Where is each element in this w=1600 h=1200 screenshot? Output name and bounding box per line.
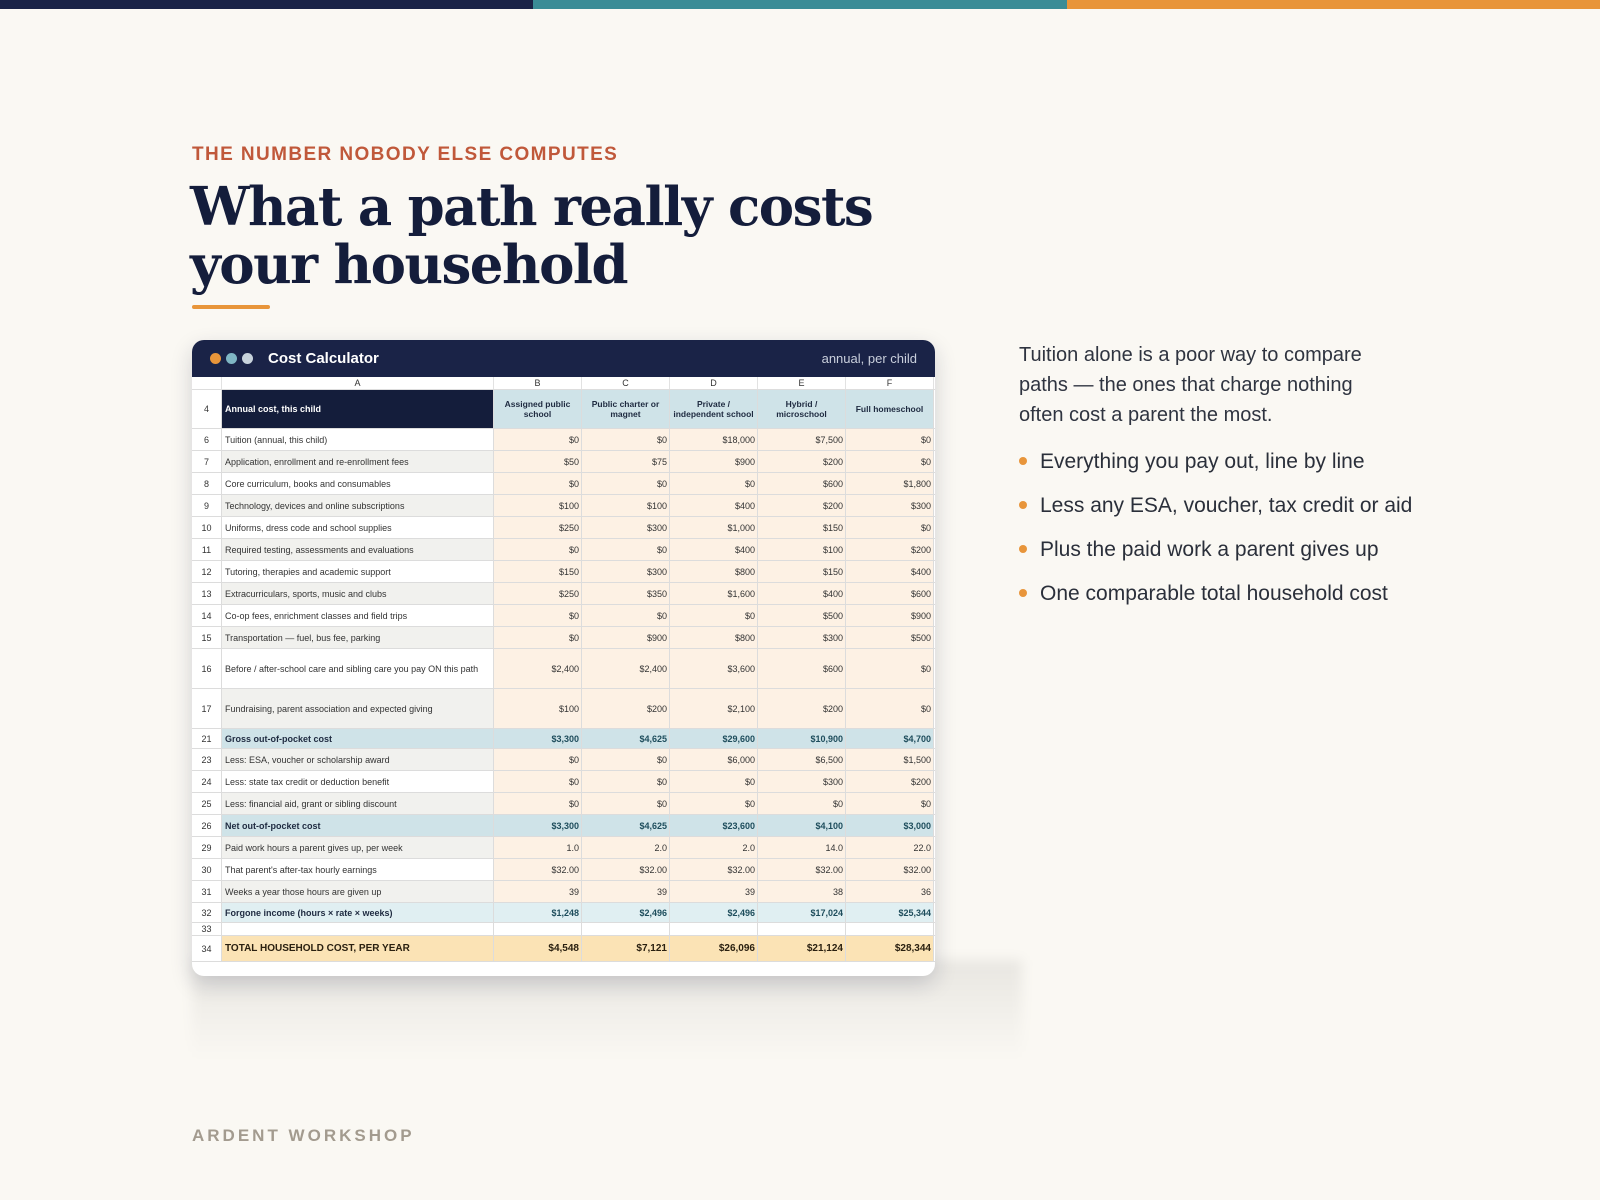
value-cell[interactable]: $50 [494,451,582,472]
value-cell[interactable]: $2,100 [670,689,758,728]
value-cell[interactable]: 1.0 [494,837,582,858]
row-number[interactable]: 12 [192,561,222,582]
table-row [192,903,935,923]
table-row [192,729,935,749]
row-number[interactable]: 34 [192,936,222,961]
value-cell[interactable]: $0 [846,689,934,728]
value-cell[interactable]: $300 [582,561,670,582]
value-cell[interactable]: $0 [670,605,758,626]
value-cell[interactable]: $0 [846,649,934,688]
sheet-body [192,429,935,962]
value-cell[interactable]: $150 [758,517,846,538]
window-dot-grey-icon[interactable] [242,353,253,364]
value-cell[interactable]: $21,124 [758,936,846,961]
value-cell[interactable]: $0 [582,429,670,450]
row-number[interactable]: 31 [192,881,222,902]
value-cell[interactable]: $350 [582,583,670,604]
bullet-item [1019,447,1419,477]
value-cell[interactable]: $1,600 [670,583,758,604]
value-cell[interactable]: $300 [582,517,670,538]
value-cell[interactable]: $250 [494,583,582,604]
value-cell[interactable]: $4,625 [582,729,670,748]
window-dot-teal-icon[interactable] [226,353,237,364]
table-row [192,429,935,451]
value-cell[interactable]: $900 [670,451,758,472]
value-cell[interactable]: $0 [494,771,582,792]
value-cell[interactable]: $0 [846,451,934,472]
value-cell[interactable]: $400 [758,583,846,604]
value-cell[interactable]: $100 [582,495,670,516]
column-header-a[interactable]: A [222,377,494,389]
column-header-row [192,377,935,390]
value-cell[interactable] [494,923,582,935]
value-cell[interactable]: $500 [846,627,934,648]
footer-brand: ARDENT WORKSHOP [192,1126,415,1145]
value-cell[interactable]: $0 [846,517,934,538]
row-label-cell[interactable]: Forgone income (hours × rate × weeks) [222,903,494,922]
row-label-cell[interactable]: Transportation — fuel, bus fee, parking [222,627,494,648]
top-color-bar [0,0,1600,9]
spreadsheet [192,377,935,962]
window-dot-orange-icon[interactable] [210,353,221,364]
header-cell[interactable]: Hybrid / microschool [758,390,846,428]
value-cell[interactable]: $200 [758,495,846,516]
value-cell[interactable]: 14.0 [758,837,846,858]
value-cell[interactable]: $23,600 [670,815,758,836]
table-row [192,793,935,815]
value-cell[interactable]: $100 [758,539,846,560]
value-cell[interactable]: $0 [494,539,582,560]
value-cell[interactable]: $6,000 [670,749,758,770]
row-number[interactable]: 33 [192,923,222,935]
value-cell[interactable]: $29,600 [670,729,758,748]
value-cell[interactable]: $200 [846,539,934,560]
table-row [192,583,935,605]
header-cell-label[interactable]: Annual cost, this child [222,390,494,428]
row-label-cell[interactable]: Co-op fees, enrichment classes and field trips [222,605,494,626]
value-cell[interactable]: $300 [758,627,846,648]
value-cell[interactable]: $600 [758,649,846,688]
row-label-cell[interactable]: Extracurriculars, sports, music and clubs [222,583,494,604]
value-cell[interactable]: 2.0 [582,837,670,858]
value-cell[interactable]: $400 [670,539,758,560]
value-cell[interactable]: $0 [670,473,758,494]
value-cell[interactable]: $0 [582,749,670,770]
table-row [192,859,935,881]
value-cell[interactable]: $600 [758,473,846,494]
table-row [192,649,935,689]
column-header-e[interactable]: E [758,377,846,389]
value-cell[interactable]: $300 [758,771,846,792]
header-cell[interactable]: Private / independent school [670,390,758,428]
row-label-cell[interactable]: Core curriculum, books and consumables [222,473,494,494]
row-label-cell[interactable]: Less: ESA, voucher or scholarship award [222,749,494,770]
table-row [192,451,935,473]
value-cell[interactable]: $200 [758,451,846,472]
bullet-text: Plus the paid work a parent gives up [1040,538,1379,561]
value-cell[interactable]: $0 [582,539,670,560]
value-cell[interactable]: $0 [582,793,670,814]
value-cell[interactable]: $300 [846,495,934,516]
value-cell[interactable]: $1,000 [670,517,758,538]
value-cell[interactable]: $200 [582,689,670,728]
value-cell[interactable]: $25,344 [846,903,934,922]
value-cell[interactable]: $0 [846,429,934,450]
bullet-dot-icon [1019,589,1027,597]
value-cell[interactable]: $500 [758,605,846,626]
value-cell[interactable]: $0 [670,771,758,792]
value-cell[interactable]: $4,548 [494,936,582,961]
row-label-cell[interactable]: Weeks a year those hours are given up [222,881,494,902]
value-cell[interactable]: 39 [494,881,582,902]
row-label-cell[interactable]: Before / after-school care and sibling care you pay ON this path [222,649,494,688]
value-cell[interactable]: $32.00 [846,859,934,880]
value-cell[interactable] [582,923,670,935]
value-cell[interactable]: $100 [494,495,582,516]
value-cell[interactable]: $0 [670,793,758,814]
value-cell[interactable]: $800 [670,627,758,648]
value-cell[interactable]: $0 [758,793,846,814]
table-row [192,689,935,729]
value-cell[interactable]: 39 [582,881,670,902]
eyebrow: THE NUMBER NOBODY ELSE COMPUTES [192,144,619,165]
value-cell[interactable]: $0 [494,627,582,648]
table-row [192,561,935,583]
value-cell[interactable]: $0 [582,771,670,792]
row-number[interactable]: 17 [192,689,222,728]
bullet-text: One comparable total household cost [1040,582,1388,605]
value-cell[interactable]: $0 [494,605,582,626]
window-subtitle: annual, per child [821,351,917,366]
value-cell[interactable]: $800 [670,561,758,582]
value-cell[interactable]: $2,496 [670,903,758,922]
value-cell[interactable]: $200 [758,689,846,728]
row-number[interactable]: 25 [192,793,222,814]
row-number[interactable]: 26 [192,815,222,836]
table-row [192,495,935,517]
row-label-cell[interactable]: Net out-of-pocket cost [222,815,494,836]
table-row [192,936,935,962]
row-label-cell[interactable]: Fundraising, parent association and expected giving [222,689,494,728]
row-number[interactable]: 15 [192,627,222,648]
table-row [192,627,935,649]
value-cell[interactable]: $32.00 [670,859,758,880]
value-cell[interactable]: $4,625 [582,815,670,836]
table-row [192,815,935,837]
row-number[interactable]: 32 [192,903,222,922]
row-label-cell[interactable]: Uniforms, dress code and school supplies [222,517,494,538]
row-number[interactable]: 14 [192,605,222,626]
value-cell[interactable]: $10,900 [758,729,846,748]
value-cell[interactable]: $7,500 [758,429,846,450]
value-cell[interactable]: 36 [846,881,934,902]
value-cell[interactable]: $32.00 [494,859,582,880]
bullet-list [1019,447,1419,623]
value-cell[interactable]: $0 [494,429,582,450]
bullet-dot-icon [1019,545,1027,553]
value-cell[interactable] [670,923,758,935]
corner-cell[interactable] [192,377,222,389]
value-cell[interactable]: $17,024 [758,903,846,922]
value-cell[interactable]: $32.00 [758,859,846,880]
value-cell[interactable]: $1,800 [846,473,934,494]
window-title: Cost Calculator [268,350,379,367]
value-cell[interactable]: $1,500 [846,749,934,770]
row-label-cell[interactable]: Paid work hours a parent gives up, per week [222,837,494,858]
value-cell[interactable]: $3,000 [846,815,934,836]
value-cell[interactable]: $18,000 [670,429,758,450]
value-cell[interactable]: $4,700 [846,729,934,748]
row-label-cell[interactable] [222,923,494,935]
top-bar-segment-navy [0,0,533,9]
value-cell[interactable]: $3,600 [670,649,758,688]
value-cell[interactable]: 39 [670,881,758,902]
value-cell[interactable]: 22.0 [846,837,934,858]
row-label-cell[interactable]: Tuition (annual, this child) [222,429,494,450]
value-cell[interactable]: $3,300 [494,729,582,748]
bullet-text: Everything you pay out, line by line [1040,450,1365,473]
header-row [192,390,935,429]
bullet-item [1019,535,1419,565]
value-cell[interactable]: $6,500 [758,749,846,770]
value-cell[interactable]: $0 [582,473,670,494]
row-number[interactable]: 24 [192,771,222,792]
value-cell[interactable]: $75 [582,451,670,472]
header-cell[interactable]: Assigned public school [494,390,582,428]
row-number[interactable]: 7 [192,451,222,472]
row-number[interactable]: 4 [192,390,222,428]
value-cell[interactable]: $400 [670,495,758,516]
value-cell[interactable]: $900 [582,627,670,648]
value-cell[interactable] [758,923,846,935]
row-label-cell[interactable]: Tutoring, therapies and academic support [222,561,494,582]
row-label-cell[interactable]: Gross out-of-pocket cost [222,729,494,748]
row-label-cell[interactable]: Less: financial aid, grant or sibling discount [222,793,494,814]
table-row [192,771,935,793]
value-cell[interactable]: $1,248 [494,903,582,922]
value-cell[interactable]: $0 [846,793,934,814]
value-cell[interactable]: $150 [494,561,582,582]
value-cell[interactable]: $400 [846,561,934,582]
row-label-cell[interactable]: TOTAL HOUSEHOLD COST, PER YEAR [222,936,494,961]
table-row [192,605,935,627]
value-cell[interactable]: 2.0 [670,837,758,858]
value-cell[interactable]: $26,096 [670,936,758,961]
row-label-cell[interactable]: That parent's after-tax hourly earnings [222,859,494,880]
intro-paragraph: Tuition alone is a poor way to compare paths — the ones that charge nothing often cost a parent the most. [1019,344,1362,426]
row-number[interactable]: 16 [192,649,222,688]
row-number[interactable]: 29 [192,837,222,858]
value-cell[interactable] [846,923,934,935]
bullet-item [1019,491,1419,521]
row-number[interactable]: 23 [192,749,222,770]
row-number[interactable]: 30 [192,859,222,880]
value-cell[interactable]: $32.00 [582,859,670,880]
row-number[interactable]: 13 [192,583,222,604]
value-cell[interactable]: $200 [846,771,934,792]
page-title: What a path really costs your household [190,176,873,296]
bullet-dot-icon [1019,457,1027,465]
bullet-item [1019,579,1419,609]
top-bar-segment-orange [1067,0,1600,9]
row-label-cell[interactable]: Less: state tax credit or deduction benefit [222,771,494,792]
column-header-b[interactable]: B [494,377,582,389]
header-cell[interactable]: Public charter or magnet [582,390,670,428]
bullet-dot-icon [1019,501,1027,509]
value-cell[interactable]: $0 [494,793,582,814]
title-underline [192,305,270,309]
row-number[interactable]: 6 [192,429,222,450]
table-row [192,881,935,903]
value-cell[interactable]: 38 [758,881,846,902]
row-number[interactable]: 21 [192,729,222,748]
row-number[interactable]: 11 [192,539,222,560]
value-cell[interactable]: $2,400 [582,649,670,688]
row-label-cell[interactable]: Technology, devices and online subscriptions [222,495,494,516]
value-cell[interactable]: $0 [494,473,582,494]
column-header-c[interactable]: C [582,377,670,389]
top-bar-segment-teal [533,0,1066,9]
header-cell[interactable]: Full homeschool [846,390,934,428]
table-row [192,473,935,495]
value-cell[interactable]: $0 [582,605,670,626]
column-header-f[interactable]: F [846,377,934,389]
value-cell[interactable]: $150 [758,561,846,582]
table-row [192,539,935,561]
cost-calculator-window [192,340,935,976]
window-titlebar [192,340,935,377]
table-row [192,837,935,859]
value-cell[interactable]: $3,300 [494,815,582,836]
bullet-text: Less any ESA, voucher, tax credit or aid [1040,494,1413,517]
row-number[interactable]: 8 [192,473,222,494]
value-cell[interactable]: $0 [494,749,582,770]
table-row [192,923,935,936]
table-row [192,517,935,539]
value-cell[interactable]: $100 [494,689,582,728]
value-cell[interactable]: $600 [846,583,934,604]
row-label-cell[interactable]: Required testing, assessments and evaluations [222,539,494,560]
value-cell[interactable]: $250 [494,517,582,538]
value-cell[interactable]: $2,496 [582,903,670,922]
value-cell[interactable]: $4,100 [758,815,846,836]
value-cell[interactable]: $7,121 [582,936,670,961]
row-number[interactable]: 10 [192,517,222,538]
value-cell[interactable]: $900 [846,605,934,626]
value-cell[interactable]: $28,344 [846,936,934,961]
row-number[interactable]: 9 [192,495,222,516]
row-label-cell[interactable]: Application, enrollment and re-enrollment fees [222,451,494,472]
column-header-d[interactable]: D [670,377,758,389]
table-row [192,749,935,771]
value-cell[interactable]: $2,400 [494,649,582,688]
